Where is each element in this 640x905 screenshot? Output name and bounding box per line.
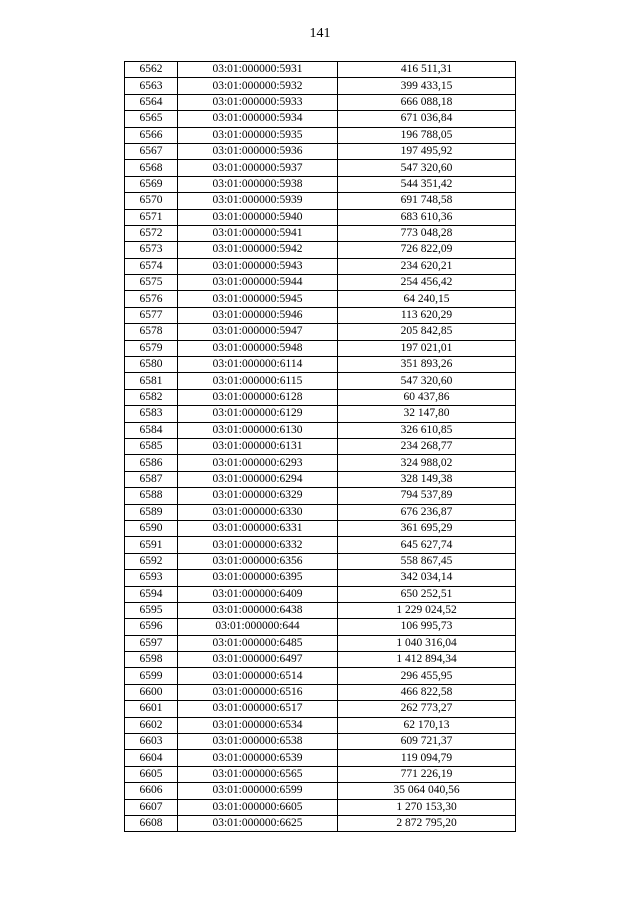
cadastral-value-cell: 262 773,27 [338, 701, 516, 717]
cadastral-number-cell: 03:01:000000:5932 [178, 78, 338, 94]
row-number-cell: 6576 [125, 291, 178, 307]
table-row [125, 307, 516, 323]
row-number-cell: 6575 [125, 275, 178, 291]
cadastral-value-cell: 35 064 040,56 [338, 783, 516, 799]
table-row [125, 488, 516, 504]
table-row [125, 258, 516, 274]
table-row [125, 438, 516, 454]
cadastral-number-cell: 03:01:000000:5935 [178, 127, 338, 143]
cadastral-value-cell: 119 094,79 [338, 750, 516, 766]
table-row [125, 783, 516, 799]
cadastral-value-cell: 106 995,73 [338, 619, 516, 635]
cadastral-number-cell: 03:01:000000:6329 [178, 488, 338, 504]
table-row [125, 275, 516, 291]
table-row [125, 734, 516, 750]
cadastral-number-cell: 03:01:000000:6294 [178, 471, 338, 487]
cadastral-number-cell: 03:01:000000:5944 [178, 275, 338, 291]
table-row [125, 684, 516, 700]
row-number-cell: 6600 [125, 684, 178, 700]
cadastral-number-cell: 03:01:000000:6114 [178, 357, 338, 373]
cadastral-value-cell: 399 433,15 [338, 78, 516, 94]
cadastral-number-cell: 03:01:000000:5945 [178, 291, 338, 307]
cadastral-value-cell: 234 620,21 [338, 258, 516, 274]
row-number-cell: 6564 [125, 94, 178, 110]
cadastral-number-cell: 03:01:000000:5938 [178, 176, 338, 192]
row-number-cell: 6571 [125, 209, 178, 225]
cadastral-number-cell: 03:01:000000:6485 [178, 635, 338, 651]
table-row [125, 242, 516, 258]
row-number-cell: 6584 [125, 422, 178, 438]
table-row [125, 62, 516, 78]
row-number-cell: 6578 [125, 324, 178, 340]
table-row [125, 406, 516, 422]
table-row [125, 127, 516, 143]
cadastral-value-cell: 650 252,51 [338, 586, 516, 602]
row-number-cell: 6598 [125, 652, 178, 668]
table-row [125, 422, 516, 438]
table-row [125, 78, 516, 94]
row-number-cell: 6577 [125, 307, 178, 323]
cadastral-value-cell: 254 456,42 [338, 275, 516, 291]
cadastral-number-cell: 03:01:000000:6625 [178, 815, 338, 831]
table-body [125, 62, 516, 832]
cadastral-value-cell: 205 842,85 [338, 324, 516, 340]
row-number-cell: 6568 [125, 160, 178, 176]
cadastral-value-cell: 196 788,05 [338, 127, 516, 143]
table-row [125, 652, 516, 668]
cadastral-number-cell: 03:01:000000:6130 [178, 422, 338, 438]
cadastral-value-cell: 547 320,60 [338, 160, 516, 176]
table-row [125, 209, 516, 225]
cadastral-number-cell: 03:01:000000:6293 [178, 455, 338, 471]
table-row [125, 537, 516, 553]
table-row [125, 324, 516, 340]
table-row [125, 143, 516, 159]
row-number-cell: 6607 [125, 799, 178, 815]
row-number-cell: 6579 [125, 340, 178, 356]
cadastral-value-cell: 197 021,01 [338, 340, 516, 356]
table-row [125, 111, 516, 127]
table-row [125, 553, 516, 569]
cadastral-number-cell: 03:01:000000:5946 [178, 307, 338, 323]
cadastral-value-cell: 691 748,58 [338, 193, 516, 209]
cadastral-number-cell: 03:01:000000:6395 [178, 570, 338, 586]
cadastral-number-cell: 03:01:000000:5933 [178, 94, 338, 110]
cadastral-number-cell: 03:01:000000:5934 [178, 111, 338, 127]
cadastral-value-cell: 683 610,36 [338, 209, 516, 225]
cadastral-value-cell: 62 170,13 [338, 717, 516, 733]
row-number-cell: 6603 [125, 734, 178, 750]
row-number-cell: 6591 [125, 537, 178, 553]
cadastral-number-cell: 03:01:000000:5943 [178, 258, 338, 274]
cadastral-number-cell: 03:01:000000:5942 [178, 242, 338, 258]
table-row [125, 602, 516, 618]
page-number: 141 [309, 26, 331, 41]
row-number-cell: 6574 [125, 258, 178, 274]
cadastral-number-cell: 03:01:000000:6331 [178, 520, 338, 536]
cadastral-number-cell: 03:01:000000:5936 [178, 143, 338, 159]
cadastral-value-cell: 324 988,02 [338, 455, 516, 471]
cadastral-value-cell: 351 893,26 [338, 357, 516, 373]
cadastral-number-cell: 03:01:000000:6534 [178, 717, 338, 733]
table-row [125, 389, 516, 405]
cadastral-value-cell: 113 620,29 [338, 307, 516, 323]
cadastral-value-cell: 416 511,31 [338, 62, 516, 78]
table-row [125, 291, 516, 307]
cadastral-value-cell: 676 236,87 [338, 504, 516, 520]
cadastral-value-cell: 771 226,19 [338, 766, 516, 782]
row-number-cell: 6597 [125, 635, 178, 651]
cadastral-value-cell: 32 147,80 [338, 406, 516, 422]
row-number-cell: 6570 [125, 193, 178, 209]
table-row [125, 799, 516, 815]
cadastral-value-cell: 609 721,37 [338, 734, 516, 750]
cadastral-number-cell: 03:01:000000:5939 [178, 193, 338, 209]
cadastral-number-cell: 03:01:000000:6409 [178, 586, 338, 602]
row-number-cell: 6563 [125, 78, 178, 94]
row-number-cell: 6567 [125, 143, 178, 159]
cadastral-number-cell: 03:01:000000:6599 [178, 783, 338, 799]
cadastral-number-cell: 03:01:000000:6497 [178, 652, 338, 668]
row-number-cell: 6589 [125, 504, 178, 520]
row-number-cell: 6565 [125, 111, 178, 127]
cadastral-value-cell: 328 149,38 [338, 471, 516, 487]
cadastral-number-cell: 03:01:000000:644 [178, 619, 338, 635]
table-row [125, 619, 516, 635]
row-number-cell: 6569 [125, 176, 178, 192]
cadastral-number-cell: 03:01:000000:6438 [178, 602, 338, 618]
cadastral-value-cell: 342 034,14 [338, 570, 516, 586]
cadastral-value-cell: 1 040 316,04 [338, 635, 516, 651]
row-number-cell: 6606 [125, 783, 178, 799]
table-row [125, 340, 516, 356]
cadastral-value-cell: 2 872 795,20 [338, 815, 516, 831]
cadastral-value-cell: 773 048,28 [338, 225, 516, 241]
cadastral-number-cell: 03:01:000000:5941 [178, 225, 338, 241]
cadastral-value-cell: 547 320,60 [338, 373, 516, 389]
table-row [125, 160, 516, 176]
cadastral-value-cell: 197 495,92 [338, 143, 516, 159]
row-number-cell: 6585 [125, 438, 178, 454]
row-number-cell: 6608 [125, 815, 178, 831]
table-row [125, 635, 516, 651]
row-number-cell: 6566 [125, 127, 178, 143]
cadastral-value-cell: 1 270 153,30 [338, 799, 516, 815]
row-number-cell: 6588 [125, 488, 178, 504]
table-row [125, 225, 516, 241]
row-number-cell: 6582 [125, 389, 178, 405]
table-row [125, 750, 516, 766]
cadastral-value-cell: 671 036,84 [338, 111, 516, 127]
table-row [125, 176, 516, 192]
row-number-cell: 6602 [125, 717, 178, 733]
cadastral-value-cell: 666 088,18 [338, 94, 516, 110]
row-number-cell: 6586 [125, 455, 178, 471]
row-number-cell: 6593 [125, 570, 178, 586]
row-number-cell: 6599 [125, 668, 178, 684]
cadastral-number-cell: 03:01:000000:6330 [178, 504, 338, 520]
cadastral-number-cell: 03:01:000000:6356 [178, 553, 338, 569]
cadastral-value-cell: 64 240,15 [338, 291, 516, 307]
table-row [125, 570, 516, 586]
cadastral-value-cell: 466 822,58 [338, 684, 516, 700]
cadastral-value-table [124, 61, 516, 832]
table-row [125, 668, 516, 684]
row-number-cell: 6572 [125, 225, 178, 241]
table-row [125, 717, 516, 733]
cadastral-number-cell: 03:01:000000:6539 [178, 750, 338, 766]
cadastral-value-cell: 794 537,89 [338, 488, 516, 504]
cadastral-number-cell: 03:01:000000:6514 [178, 668, 338, 684]
row-number-cell: 6594 [125, 586, 178, 602]
row-number-cell: 6592 [125, 553, 178, 569]
cadastral-number-cell: 03:01:000000:6605 [178, 799, 338, 815]
row-number-cell: 6601 [125, 701, 178, 717]
row-number-cell: 6562 [125, 62, 178, 78]
row-number-cell: 6590 [125, 520, 178, 536]
row-number-cell: 6580 [125, 357, 178, 373]
cadastral-value-cell: 544 351,42 [338, 176, 516, 192]
table-row [125, 357, 516, 373]
cadastral-number-cell: 03:01:000000:5947 [178, 324, 338, 340]
cadastral-value-cell: 645 627,74 [338, 537, 516, 553]
row-number-cell: 6583 [125, 406, 178, 422]
row-number-cell: 6604 [125, 750, 178, 766]
table-row [125, 766, 516, 782]
cadastral-value-cell: 726 822,09 [338, 242, 516, 258]
cadastral-value-cell: 1 229 024,52 [338, 602, 516, 618]
cadastral-number-cell: 03:01:000000:6516 [178, 684, 338, 700]
cadastral-value-cell: 296 455,95 [338, 668, 516, 684]
row-number-cell: 6595 [125, 602, 178, 618]
table-row [125, 94, 516, 110]
cadastral-value-cell: 361 695,29 [338, 520, 516, 536]
cadastral-number-cell: 03:01:000000:6129 [178, 406, 338, 422]
row-number-cell: 6587 [125, 471, 178, 487]
cadastral-number-cell: 03:01:000000:6517 [178, 701, 338, 717]
table-row [125, 701, 516, 717]
cadastral-number-cell: 03:01:000000:6115 [178, 373, 338, 389]
cadastral-number-cell: 03:01:000000:6131 [178, 438, 338, 454]
row-number-cell: 6573 [125, 242, 178, 258]
cadastral-value-cell: 558 867,45 [338, 553, 516, 569]
table-row [125, 815, 516, 831]
cadastral-number-cell: 03:01:000000:5940 [178, 209, 338, 225]
cadastral-value-cell: 326 610,85 [338, 422, 516, 438]
row-number-cell: 6581 [125, 373, 178, 389]
cadastral-number-cell: 03:01:000000:6538 [178, 734, 338, 750]
cadastral-number-cell: 03:01:000000:6332 [178, 537, 338, 553]
cadastral-number-cell: 03:01:000000:6565 [178, 766, 338, 782]
cadastral-number-cell: 03:01:000000:5948 [178, 340, 338, 356]
table-row [125, 471, 516, 487]
table-row [125, 586, 516, 602]
table-row [125, 373, 516, 389]
table-row [125, 455, 516, 471]
cadastral-number-cell: 03:01:000000:5931 [178, 62, 338, 78]
table-row [125, 193, 516, 209]
cadastral-value-cell: 234 268,77 [338, 438, 516, 454]
table-row [125, 520, 516, 536]
row-number-cell: 6605 [125, 766, 178, 782]
cadastral-value-cell: 1 412 894,34 [338, 652, 516, 668]
table-row [125, 504, 516, 520]
cadastral-number-cell: 03:01:000000:6128 [178, 389, 338, 405]
cadastral-value-cell: 60 437,86 [338, 389, 516, 405]
cadastral-number-cell: 03:01:000000:5937 [178, 160, 338, 176]
row-number-cell: 6596 [125, 619, 178, 635]
